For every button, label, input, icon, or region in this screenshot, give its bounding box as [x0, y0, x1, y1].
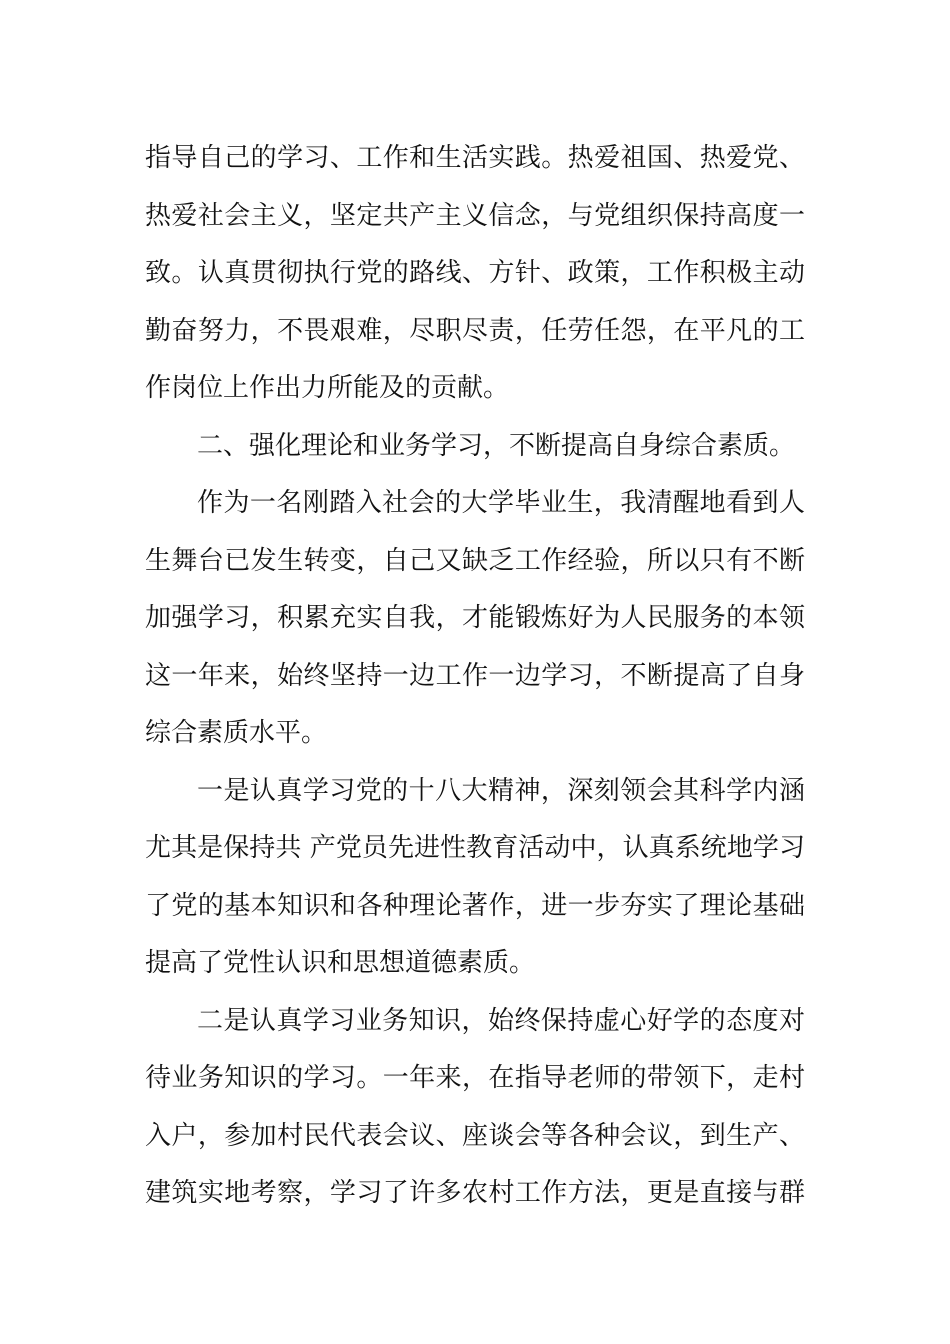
- text-line: 综合素质水平。: [145, 718, 328, 748]
- text-line: 二是认真学习业务知识，始终保持虚心好学的态度对: [197, 1005, 805, 1036]
- text-line: 致。认真贯彻执行党的路线、方针、政策，工作积极主动: [145, 258, 805, 288]
- section-heading: 二、强化理论和业务学习，不断提高自身综合素质。: [197, 430, 796, 461]
- text-line: 提高了党性认识和思想道德素质。: [145, 948, 536, 978]
- text-line: 勤奋努力，不畏艰难，尽职尽责，任劳任怨，在平凡的工: [145, 315, 805, 346]
- text-line: 作为一名刚踏入社会的大学毕业生，我清醒地看到人: [197, 488, 805, 518]
- text-line: 建筑实地考察，学习了许多农村工作方法，更是直接与群: [145, 1178, 805, 1208]
- text-line: 指导自己的学习、工作和生活实践。热爱祖国、热爱党、: [145, 143, 805, 173]
- text-line: 热爱社会主义，坚定共产主义信念，与党组织保持高度一: [145, 200, 805, 231]
- text-line: 尤其是保持共 产党员先进性教育活动中，认真系统地学习: [145, 833, 805, 863]
- text-line: 待业务知识的学习。一年来，在指导老师的带领下，走村: [145, 1063, 805, 1093]
- body-text: [145, 130, 805, 1223]
- text-line: 这一年来，始终坚持一边工作一边学习，不断提高了自身: [145, 660, 805, 691]
- text-line: 一是认真学习党的十八大精神，深刻领会其科学内涵: [197, 775, 805, 806]
- text-line: 生舞台已发生转变，自己又缺乏工作经验，所以只有不断: [145, 545, 805, 576]
- text-line: 了党的基本知识和各种理论著作，进一步夯实了理论基础: [145, 890, 805, 921]
- text-line: 作岗位上作出力所能及的贡献。: [145, 373, 510, 403]
- text-line: 加强学习，积累充实自我，才能锻炼好为人民服务的本领: [145, 603, 805, 633]
- text-line: 入户，参加村民代表会议、座谈会等各种会议，到生产、: [145, 1120, 805, 1151]
